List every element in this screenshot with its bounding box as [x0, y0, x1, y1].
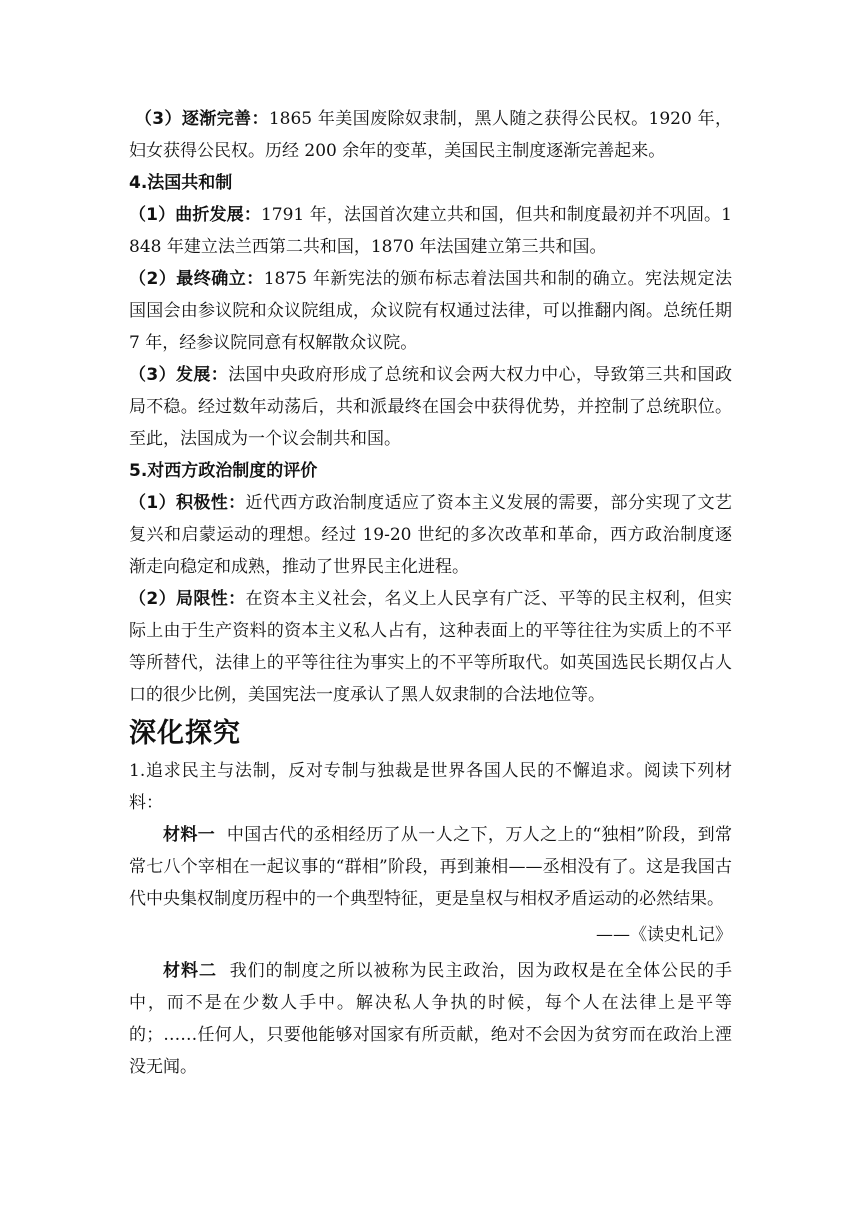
- material-label: 材料二: [163, 961, 217, 981]
- item-text: 法国中央政府形成了总统和议会两大权力中心，导致第三共和国政局不稳。经过数年动荡后，共和派最终在国会中获得优势，并控制了总统职位。至此，法国成为一个议会制共和国。: [129, 365, 732, 449]
- section-heading-france: 4.法国共和制: [129, 173, 233, 193]
- item-label: （3）发展：: [129, 365, 229, 385]
- section-heading-evaluation: 5.对西方政治制度的评价: [129, 461, 318, 481]
- item-text: 1791 年，法国首次建立共和国，但共和制度最初并不巩固。1848 年建立法兰西第二共和国，1870 年法国建立第三共和国。: [129, 205, 732, 257]
- document-page: [129, 103, 732, 1083]
- material-label: 材料一: [163, 825, 216, 845]
- item-label: （2）最终确立：: [129, 269, 264, 289]
- us-democracy-item-3: [129, 103, 732, 167]
- material-1: [129, 819, 732, 915]
- france-item-3: [129, 359, 732, 455]
- question-1: 1.追求民主与法制，反对专制与独裁是世界各国人民的不懈追求。阅读下列材料：: [129, 761, 732, 813]
- material-text: 我们的制度之所以被称为民主政治，因为政权是在全体公民的手中，而不是在少数人手中。解决私人争执的时候，每个人在法律上是平等的；……任何人，只要他能够对国家有所贡献，绝对不会因为贫穷而在政治上湮没无闻。: [129, 961, 733, 1077]
- item-label: （1）曲折发展：: [129, 205, 261, 225]
- item-text: 近代西方政治制度适应了资本主义发展的需要，部分实现了文艺复兴和启蒙运动的理想。经过 19-20 世纪的多次改革和革命，西方政治制度逐渐走向稳定和成熟，推动了世界民主化进程。: [129, 493, 732, 577]
- item-text: 在资本主义社会，名义上人民享有广泛、平等的民主权利，但实际上由于生产资料的资本主义私人占有，这种表面上的平等往往为实质上的不平等所替代，法律上的平等往往为事实上的不平等所取代。如英国选民长期仅占人口的很少比例，美国宪法一度承认了黑人奴隶制的合法地位等。: [129, 589, 732, 705]
- evaluation-item-2: [129, 583, 732, 711]
- france-item-2: [129, 263, 732, 359]
- item-label: （1）积极性：: [129, 493, 246, 513]
- item-label: （3）逐渐完善：: [134, 109, 269, 129]
- material-text: 中国古代的丞相经历了从一人之下，万人之上的“独相”阶段，到常常七八个宰相在一起议事的“群相”阶段，再到兼相——丞相没有了。这是我国古代中央集权制度历程中的一个典型特征，更是皇权与相权矛盾运动的必然结果。: [129, 825, 732, 909]
- item-text: 1875 年新宪法的颁布标志着法国共和制的确立。宪法规定法国国会由参议院和众议院组成，众议院有权通过法律，可以推翻内阁。总统任期 7 年，经参议院同意有权解散众议院。: [129, 269, 732, 353]
- material-1-source: ——《读史札记》: [596, 925, 732, 945]
- item-text: 1865 年美国废除奴隶制，黑人随之获得公民权。1920 年，妇女获得公民权。历经 200 余年的变革，美国民主制度逐渐完善起来。: [129, 109, 732, 161]
- section-heading-deepen: 深化探究: [129, 718, 241, 749]
- material-2: [129, 955, 732, 1083]
- item-label: （2）局限性：: [129, 589, 246, 609]
- france-item-1: [129, 199, 732, 263]
- evaluation-item-1: [129, 487, 732, 583]
